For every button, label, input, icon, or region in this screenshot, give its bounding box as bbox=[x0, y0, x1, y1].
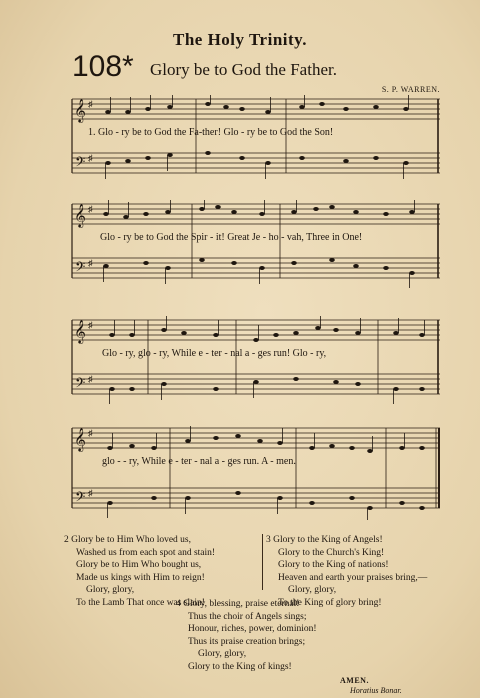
svg-text:♯: ♯ bbox=[88, 153, 93, 163]
verse-2-line: Glory be to Him Who bought us, bbox=[76, 560, 202, 570]
svg-text:𝄞: 𝄞 bbox=[74, 100, 86, 122]
verse-3-line: Glory to the King of nations! bbox=[278, 560, 389, 570]
amen-label: AMEN. bbox=[340, 676, 369, 685]
verse-4-line: Glory to the King of kings! bbox=[188, 661, 292, 672]
svg-text:𝄢: 𝄢 bbox=[75, 261, 86, 278]
lyric-line-1: 1. Glo - ry be to God the Fa-ther! Glo - ry be to God the Son! bbox=[88, 127, 334, 138]
staff-pair-3 bbox=[66, 316, 440, 406]
music-system-4 bbox=[66, 424, 440, 520]
verse-4-line: Glory, glory, bbox=[198, 649, 247, 659]
verse-3-line: Heaven and earth your praises bring,— bbox=[278, 572, 428, 583]
staff-pair-2 bbox=[66, 200, 440, 290]
verse-4-line: Thus the choir of Angels sings; bbox=[188, 611, 307, 622]
verse-3-line: 3 Glory to the King of Angels! bbox=[266, 535, 383, 545]
svg-text:𝄞: 𝄞 bbox=[74, 205, 86, 227]
music-system-2 bbox=[66, 200, 440, 290]
svg-text:𝄢: 𝄢 bbox=[75, 156, 86, 173]
svg-text:𝄢: 𝄢 bbox=[75, 377, 86, 394]
verse-2-line: 2 Glory be to Him Who loved us, bbox=[64, 535, 192, 545]
verse-2-line: To the Lamb That once was slain! bbox=[76, 597, 205, 608]
music-system-3 bbox=[66, 316, 440, 406]
author-credit: Horatius Bonar. bbox=[350, 686, 402, 695]
svg-text:♯: ♯ bbox=[88, 428, 93, 438]
svg-text:♯: ♯ bbox=[88, 374, 93, 384]
svg-text:♯: ♯ bbox=[88, 204, 93, 214]
verse-3-line: Glory, glory, bbox=[288, 585, 337, 595]
verse-2-line: Made us kings with Him to reign! bbox=[76, 572, 205, 583]
verse-3-line: To the King of glory bring! bbox=[278, 597, 382, 608]
verse-4-line: Thus its praise creation brings; bbox=[188, 636, 306, 647]
svg-text:♯: ♯ bbox=[88, 99, 93, 109]
hymn-first-line: Glory be to God the Father. bbox=[150, 60, 337, 79]
section-title: The Holy Trinity. bbox=[173, 30, 307, 49]
lyric-line-4: glo - - ry, While e - ter - nal a - ges run. A - men. bbox=[102, 456, 296, 467]
svg-text:𝄢: 𝄢 bbox=[75, 491, 86, 508]
music-system-1 bbox=[66, 95, 440, 185]
verse-4-line: 4 Glory, blessing, praise eternal! bbox=[176, 599, 300, 609]
svg-text:𝄞: 𝄞 bbox=[74, 321, 86, 343]
hymn-number: 108* bbox=[72, 50, 134, 83]
lyric-line-2: Glo - ry be to God the Spir - it! Great Je - ho - vah, Three in One! bbox=[100, 232, 363, 243]
verse-2-line: Washed us from each spot and stain! bbox=[76, 547, 216, 558]
verse-divider bbox=[262, 534, 263, 590]
svg-text:𝄞: 𝄞 bbox=[74, 429, 86, 451]
verse-3-line: Glory to the Church's King! bbox=[278, 547, 385, 558]
svg-text:♯: ♯ bbox=[88, 488, 93, 498]
lyric-line-3: Glo - ry, glo - ry, While e - ter - nal a - ges run! Glo - ry, bbox=[102, 348, 327, 359]
staff-pair-1 bbox=[66, 95, 440, 185]
staff-pair-4 bbox=[66, 424, 440, 520]
verse-4-line: Honour, riches, power, dominion! bbox=[188, 624, 317, 634]
verse-4 bbox=[176, 598, 317, 673]
svg-text:♯: ♯ bbox=[88, 258, 93, 268]
composer-credit: S. P. WARREN. bbox=[381, 85, 440, 94]
svg-text:♯: ♯ bbox=[88, 320, 93, 330]
verse-2-line: Glory, glory, bbox=[86, 585, 135, 595]
